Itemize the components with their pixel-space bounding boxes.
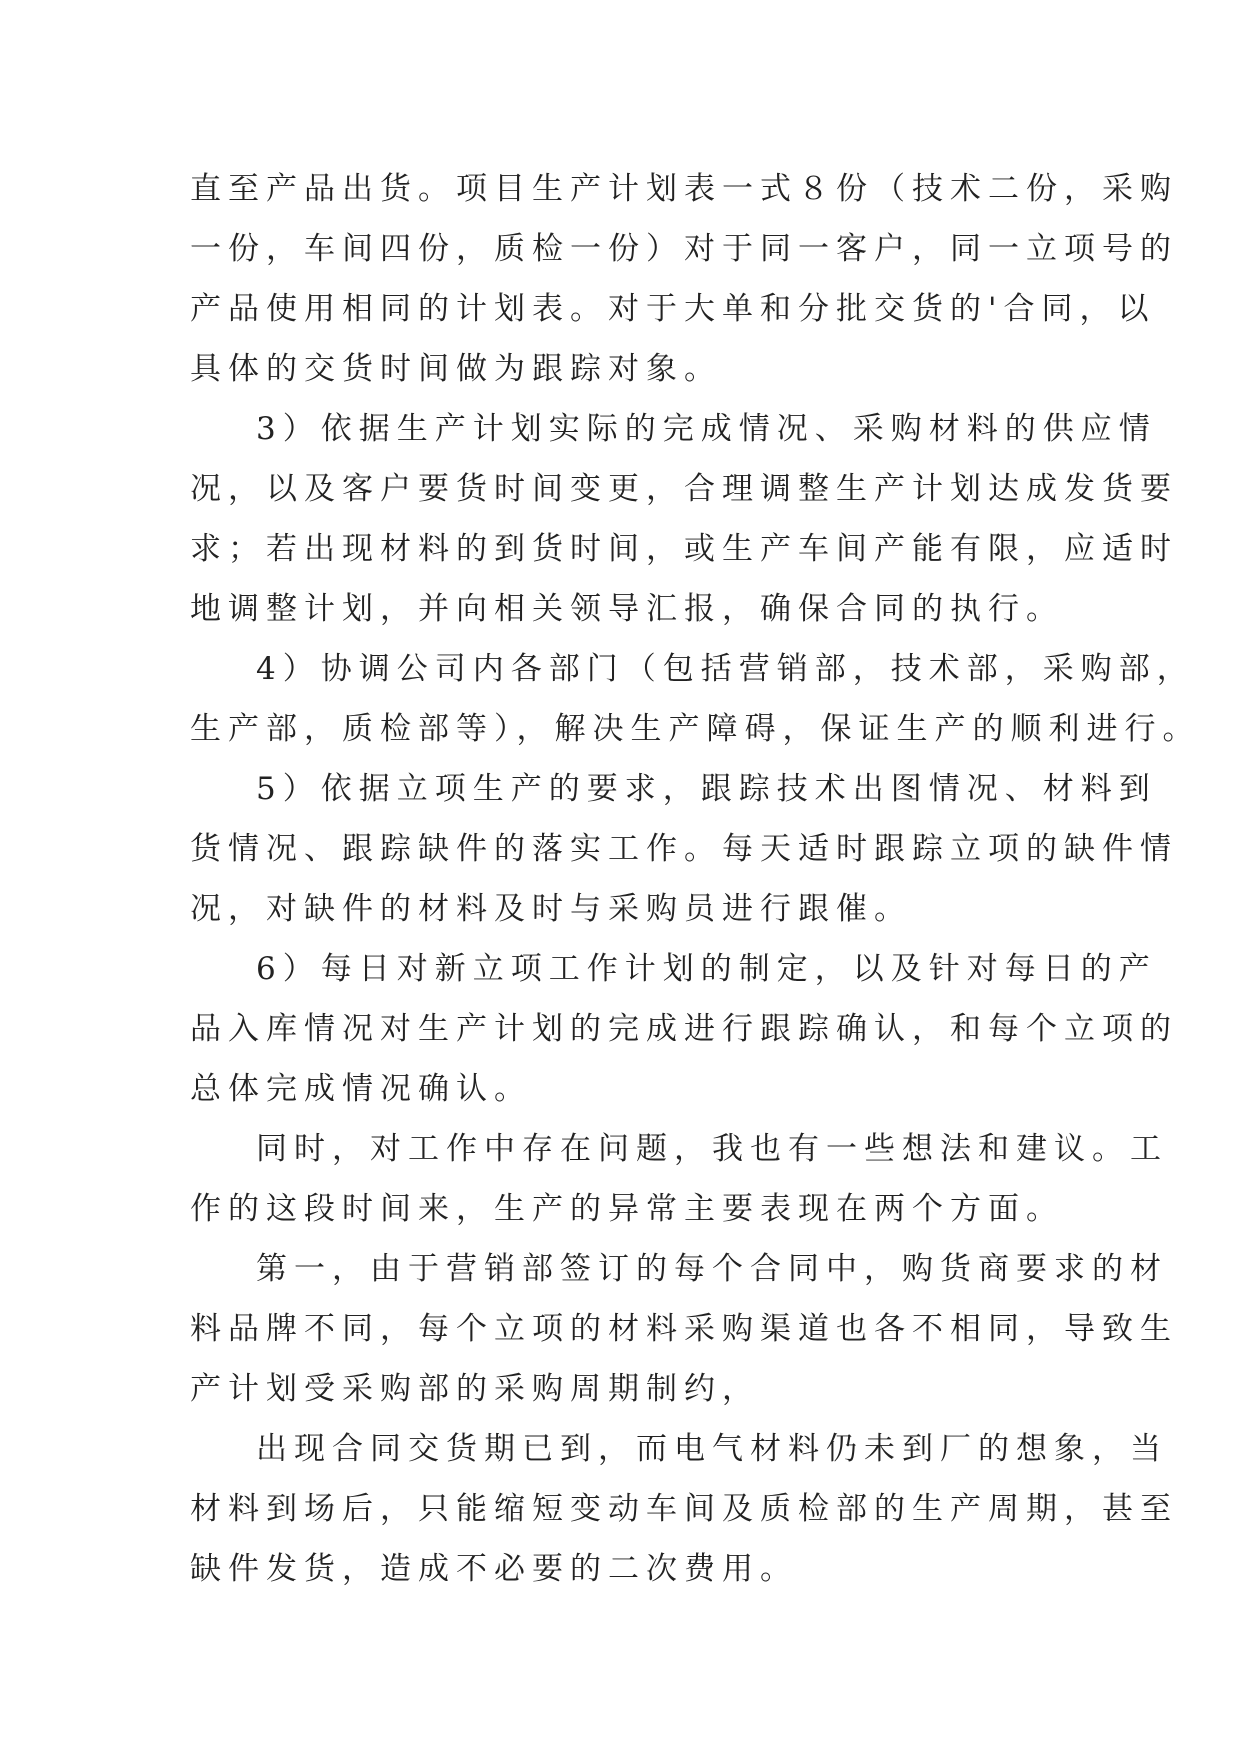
text-line: 生产部，质检部等），解决生产障碍，保证生产的顺利进行。 (190, 711, 1201, 747)
text-line: 缺件发货，造成不必要的二次费用。 (190, 1551, 798, 1587)
text-line: 求；若出现材料的到货时间，或生产车间产能有限，应适时 (190, 531, 1178, 567)
text-line: 地调整计划，并向相关领导汇报，确保合同的执行。 (190, 591, 1064, 627)
text-line: 出现合同交货期已到，而电气材料仍未到厂的想象，当 (256, 1431, 1168, 1467)
text-line: 品入库情况对生产计划的完成进行跟踪确认，和每个立项的 (190, 1011, 1178, 1047)
text-line: 材料到场后，只能缩短变动车间及质检部的生产周期，甚至 (190, 1491, 1178, 1527)
text-line: 况，以及客户要货时间变更，合理调整生产计划达成发货要 (190, 471, 1178, 507)
paragraph (190, 1419, 1178, 1599)
text-line: 况，对缺件的材料及时与采购员进行跟催。 (190, 891, 912, 927)
text-line: 第一，由于营销部签订的每个合同中，购货商要求的材 (256, 1251, 1168, 1287)
paragraph (190, 399, 1178, 639)
paragraph (190, 939, 1178, 1119)
paragraph (190, 1239, 1178, 1419)
text-line: 6）每日对新立项工作计划的制定，以及针对每日的产 (256, 951, 1157, 987)
paragraph (190, 1119, 1168, 1239)
text-line: 一份，车间四份，质检一份）对于同一客户，同一立项号的 (190, 231, 1178, 267)
text-line: 直至产品出货。项目生产计划表一式８份（技术二份，采购 (190, 171, 1178, 207)
text-line: 同时，对工作中存在问题，我也有一些想法和建议。工 (256, 1131, 1168, 1167)
paragraph (190, 639, 1201, 759)
text-line: 料品牌不同，每个立项的材料采购渠道也各不相同，导致生 (190, 1311, 1178, 1347)
paragraph (190, 759, 1178, 939)
text-line: 产品使用相同的计划表。对于大单和分批交货的'合同，以 (190, 291, 1156, 327)
paragraph (190, 159, 1178, 399)
text-line: 5）依据立项生产的要求，跟踪技术出图情况、材料到 (256, 771, 1157, 807)
text-line: 3）依据生产计划实际的完成情况、采购材料的供应情 (256, 411, 1157, 447)
text-line: 总体完成情况确认。 (190, 1071, 532, 1107)
text-line: 具体的交货时间做为跟踪对象。 (190, 351, 722, 387)
text-line: 4）协调公司内各部门（包括营销部，技术部，采购部， (256, 651, 1195, 687)
text-line: 作的这段时间来，生产的异常主要表现在两个方面。 (190, 1191, 1064, 1227)
text-line: 产计划受采购部的采购周期制约， (190, 1371, 760, 1407)
text-line: 货情况、跟踪缺件的落实工作。每天适时跟踪立项的缺件情 (190, 831, 1178, 867)
document-body (190, 159, 1201, 1599)
